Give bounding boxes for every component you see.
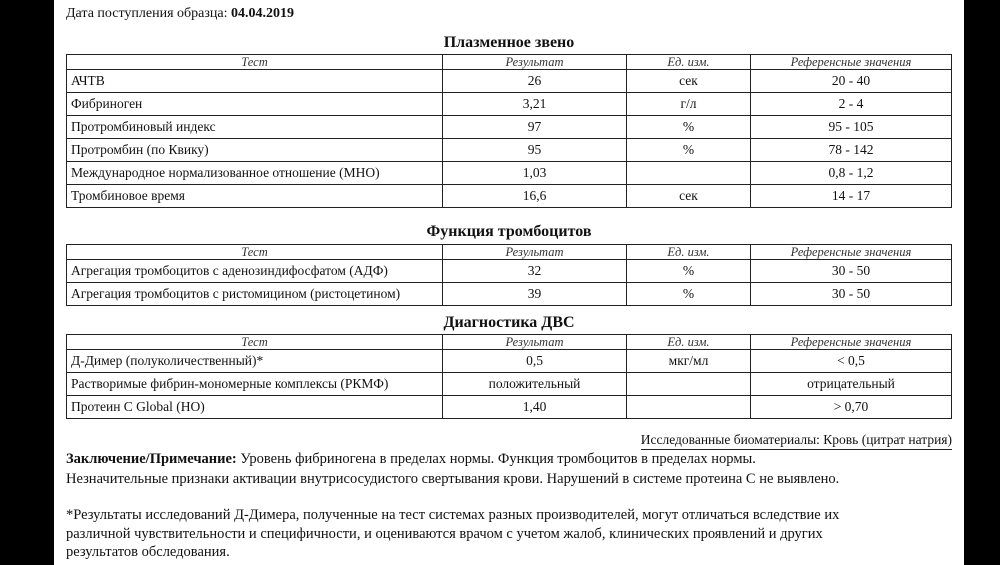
test-unit: % (627, 283, 751, 306)
test-ref: 14 - 17 (751, 185, 952, 208)
test-unit (627, 162, 751, 185)
test-name: Протромбиновый индекс (67, 116, 443, 139)
column-header-unit: Ед. изм. (627, 335, 751, 350)
test-unit: г/л (627, 93, 751, 116)
table-row (67, 93, 952, 116)
test-name: Агрегация тромбоцитов с ристомицином (ристоцетином) (67, 283, 443, 306)
table-row (67, 373, 952, 396)
section-title-platelets: Функция тромбоцитов (426, 223, 592, 240)
test-unit: % (627, 116, 751, 139)
footnote-line-3: результатов обследования. (66, 544, 230, 560)
column-header-result: Результат (443, 335, 627, 350)
footnote-line-2: различной чувствительности и специфичности, и оцениваются врачом с учетом жалоб, клинических проявлений и других (66, 525, 823, 542)
test-ref: 20 - 40 (751, 70, 952, 93)
conclusion-line-2: Незначительные признаки активации внутрисосудистого свертывания крови. Нарушений в системе протеина С не выявлено. (66, 471, 840, 487)
test-result: 26 (443, 70, 627, 93)
plasma-table (66, 54, 952, 208)
test-ref: < 0,5 (751, 350, 952, 373)
section-title-dic: Диагностика ДВС (443, 314, 575, 331)
test-ref: 95 - 105 (751, 116, 952, 139)
test-result: 1,03 (443, 162, 627, 185)
test-result: положительный (443, 373, 627, 396)
column-header-result: Результат (443, 55, 627, 70)
biomaterial-note: Исследованные биоматериалы: Кровь (цитрат натрия) (641, 432, 952, 450)
table-row (67, 260, 952, 283)
test-ref: 78 - 142 (751, 139, 952, 162)
conclusion-line-1: Уровень фибриногена в пределах нормы. Функция тромбоцитов в пределах нормы. (240, 451, 756, 467)
column-header-test: Тест (67, 335, 443, 350)
test-ref: отрицательный (751, 373, 952, 396)
test-name: Международное нормализованное отношение (МНО) (67, 162, 443, 185)
column-header-ref: Референсные значения (751, 245, 952, 260)
footnote (66, 506, 950, 562)
table-row (67, 185, 952, 208)
column-header-test: Тест (67, 245, 443, 260)
platelets-table (66, 244, 952, 306)
test-name: Тромбиновое время (67, 185, 443, 208)
test-name: Растворимые фибрин-мономерные комплексы (РКМФ) (67, 373, 443, 396)
column-header-ref: Референсные значения (751, 55, 952, 70)
lab-report-page (54, 0, 964, 565)
sample-date (66, 6, 294, 22)
test-ref: 30 - 50 (751, 283, 952, 306)
table-row (67, 283, 952, 306)
column-header-ref: Референсные значения (751, 335, 952, 350)
sample-date-label: Дата поступления образца: (66, 6, 228, 21)
test-result: 32 (443, 260, 627, 283)
test-result: 3,21 (443, 93, 627, 116)
section-title-plasma: Плазменное звено (443, 34, 575, 51)
table-row (67, 350, 952, 373)
table-header-row (67, 335, 952, 350)
test-ref: 0,8 - 1,2 (751, 162, 952, 185)
test-result: 95 (443, 139, 627, 162)
test-name: АЧТВ (67, 70, 443, 93)
test-result: 16,6 (443, 185, 627, 208)
table-header-row (67, 55, 952, 70)
test-result: 0,5 (443, 350, 627, 373)
dic-table (66, 334, 952, 419)
test-name: Протромбин (по Квику) (67, 139, 443, 162)
conclusion-label: Заключение/Примечание: (66, 451, 237, 467)
table-row (67, 162, 952, 185)
table-header-row (67, 245, 952, 260)
column-header-result: Результат (443, 245, 627, 260)
footnote-line-1: *Результаты исследований Д-Димера, полученные на тест системах разных производителей, могут отличаться вследствие их (66, 507, 840, 523)
test-result: 1,40 (443, 396, 627, 419)
test-name: Протеин С Global (НО) (67, 396, 443, 419)
test-result: 39 (443, 283, 627, 306)
test-unit (627, 396, 751, 419)
column-header-test: Тест (67, 55, 443, 70)
test-name: Д-Димер (полуколичественный)* (67, 350, 443, 373)
test-unit (627, 373, 751, 396)
test-name: Агрегация тромбоцитов с аденозиндифосфатом (АДФ) (67, 260, 443, 283)
conclusion (66, 449, 946, 489)
test-ref: > 0,70 (751, 396, 952, 419)
table-row (67, 396, 952, 419)
test-unit: % (627, 139, 751, 162)
column-header-unit: Ед. изм. (627, 245, 751, 260)
test-unit: мкг/мл (627, 350, 751, 373)
table-row (67, 139, 952, 162)
test-unit: сек (627, 185, 751, 208)
test-unit: % (627, 260, 751, 283)
test-unit: сек (627, 70, 751, 93)
column-header-unit: Ед. изм. (627, 55, 751, 70)
table-row (67, 70, 952, 93)
test-name: Фибриноген (67, 93, 443, 116)
test-ref: 30 - 50 (751, 260, 952, 283)
table-row (67, 116, 952, 139)
sample-date-value: 04.04.2019 (230, 6, 294, 21)
test-result: 97 (443, 116, 627, 139)
test-ref: 2 - 4 (751, 93, 952, 116)
